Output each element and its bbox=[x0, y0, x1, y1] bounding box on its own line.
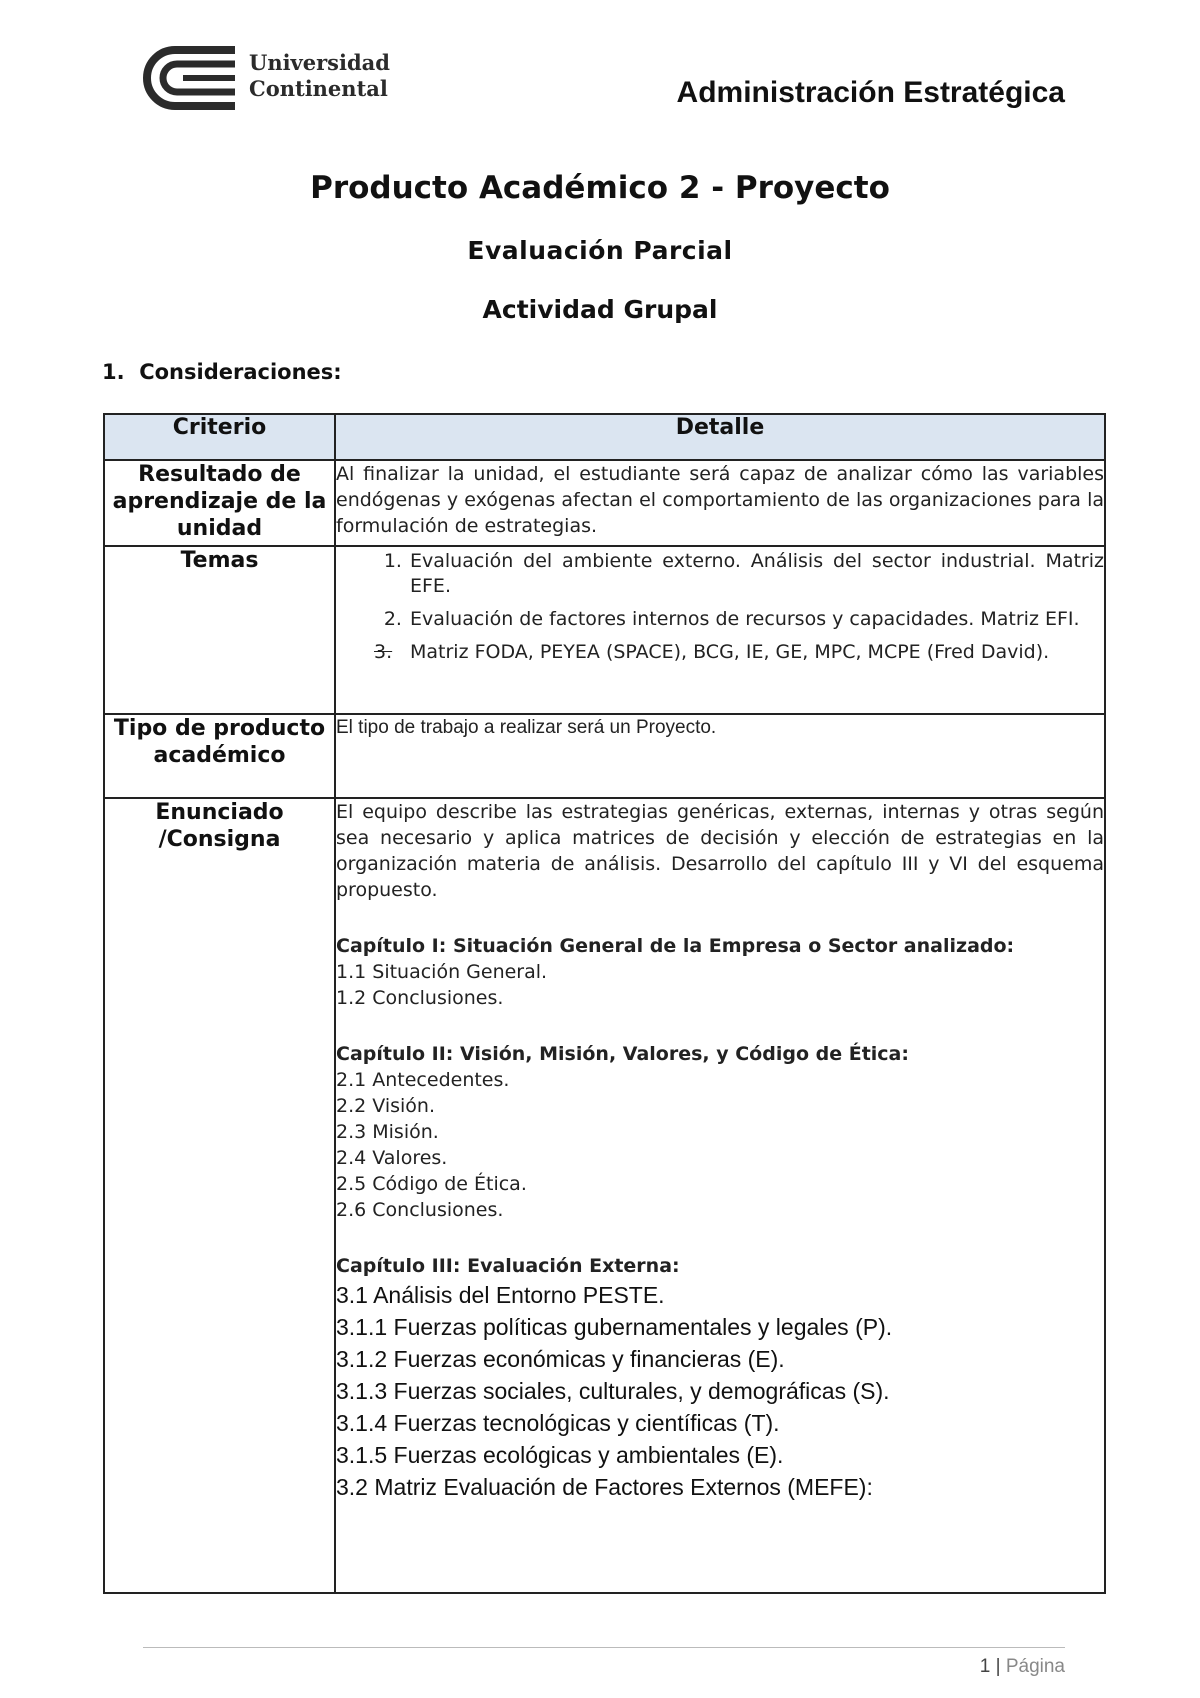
list-item: 3.1.5 Fuerzas ecológicas y ambientales (E). bbox=[336, 1442, 784, 1468]
footer-divider bbox=[143, 1647, 1065, 1648]
logo-line-1: Universidad bbox=[249, 50, 390, 75]
page-label: Página bbox=[1005, 1656, 1065, 1677]
table-row bbox=[104, 546, 1105, 714]
list-item: 2.4 Valores. bbox=[336, 1147, 448, 1169]
document-subtitle-activity: Actividad Grupal bbox=[482, 295, 718, 324]
chapter-2-title: Capítulo II: Visión, Misión, Valores, y Código de Ética: bbox=[336, 1043, 909, 1065]
list-item: 3.1.3 Fuerzas sociales, culturales, y demográficas (S). bbox=[336, 1378, 890, 1404]
table-row bbox=[104, 714, 1105, 798]
page-footer bbox=[980, 1656, 1065, 1678]
header-criterio: Criterio bbox=[104, 414, 335, 460]
document-subtitle-evaluation: Evaluación Parcial bbox=[467, 236, 733, 265]
table-row bbox=[104, 460, 1105, 546]
course-title: Administración Estratégica bbox=[676, 76, 1065, 109]
list-item-text: Matriz FODA, PEYEA (SPACE), BCG, IE, GE, MPC, MCPE (Fred David). bbox=[410, 641, 1050, 663]
university-logo-icon bbox=[143, 44, 239, 112]
section-heading bbox=[102, 360, 342, 384]
list-item: 3.1 Análisis del Entorno PESTE. bbox=[336, 1282, 665, 1308]
row-detail-enunciado bbox=[335, 798, 1105, 1593]
list-item: 2.2 Visión. bbox=[336, 1095, 435, 1117]
list-item: 3.2 Matriz Evaluación de Factores Externos (MEFE): bbox=[336, 1474, 873, 1500]
list-item: 2.6 Conclusiones. bbox=[336, 1199, 504, 1221]
section-number: 1. bbox=[102, 360, 125, 384]
document-title: Producto Académico 2 - Proyecto bbox=[310, 170, 890, 206]
considerations-table bbox=[103, 413, 1106, 1594]
list-item: 1.1 Situación General. bbox=[336, 961, 548, 983]
row-label-temas: Temas bbox=[104, 546, 335, 714]
page-number: 1 bbox=[979, 1656, 991, 1677]
enunciado-text: El equipo describe las estrategias genéricas, externas, internas y otras según sea necesario y aplica matrices de decisión y elección de estrategias en la organización materia de análisis. Desarrollo del capítulo III y VI del esquema propuesto. bbox=[336, 801, 1104, 901]
temas-list bbox=[336, 549, 1104, 665]
logo-line-2: Continental bbox=[249, 76, 388, 101]
list-item: 2. Evaluación de factores internos de recursos y capacidades. Matriz EFI. bbox=[408, 607, 1104, 632]
list-item: 3.1.4 Fuerzas tecnológicas y científicas (T). bbox=[336, 1410, 780, 1436]
list-item: 2.1 Antecedentes. bbox=[336, 1069, 510, 1091]
row-label-resultado: Resultado de aprendizaje de la unidad bbox=[104, 460, 335, 546]
list-item: 3.1.1 Fuerzas políticas gubernamentales y legales (P). bbox=[336, 1314, 893, 1340]
list-item bbox=[374, 640, 1104, 665]
row-label-tipo: Tipo de producto académico bbox=[104, 714, 335, 798]
chapter-3-title: Capítulo III: Evaluación Externa: bbox=[336, 1255, 680, 1277]
list-item: 1.2 Conclusiones. bbox=[336, 987, 504, 1009]
footer-separator: | bbox=[995, 1656, 1001, 1677]
university-logo bbox=[143, 44, 403, 116]
list-item: 1. Evaluación del ambiente externo. Análisis del sector industrial. Matriz EFE. bbox=[408, 549, 1104, 599]
row-detail-tipo: El tipo de trabajo a realizar será un Proyecto. bbox=[335, 714, 1105, 798]
list-item: 3.1.2 Fuerzas económicas y financieras (E). bbox=[336, 1346, 785, 1372]
row-label-enunciado: Enunciado /Consigna bbox=[104, 798, 335, 1593]
table-header-row bbox=[104, 414, 1105, 460]
logo-wordmark bbox=[249, 50, 390, 102]
list-item: 2.5 Código de Ética. bbox=[336, 1173, 527, 1195]
row-detail-resultado: Al finalizar la unidad, el estudiante será capaz de analizar cómo las variables endógenas y exógenas afectan el comportamiento de las organizaciones para la formulación de estrategias. bbox=[335, 460, 1105, 546]
row-detail-temas bbox=[335, 546, 1105, 714]
list-marker: 3. bbox=[374, 641, 393, 663]
chapter-1-title: Capítulo I: Situación General de la Empresa o Sector analizado: bbox=[336, 935, 1015, 957]
table-row bbox=[104, 798, 1105, 1593]
section-title: Consideraciones: bbox=[139, 360, 342, 384]
header-detalle: Detalle bbox=[335, 414, 1105, 460]
list-item: 2.3 Misión. bbox=[336, 1121, 439, 1143]
